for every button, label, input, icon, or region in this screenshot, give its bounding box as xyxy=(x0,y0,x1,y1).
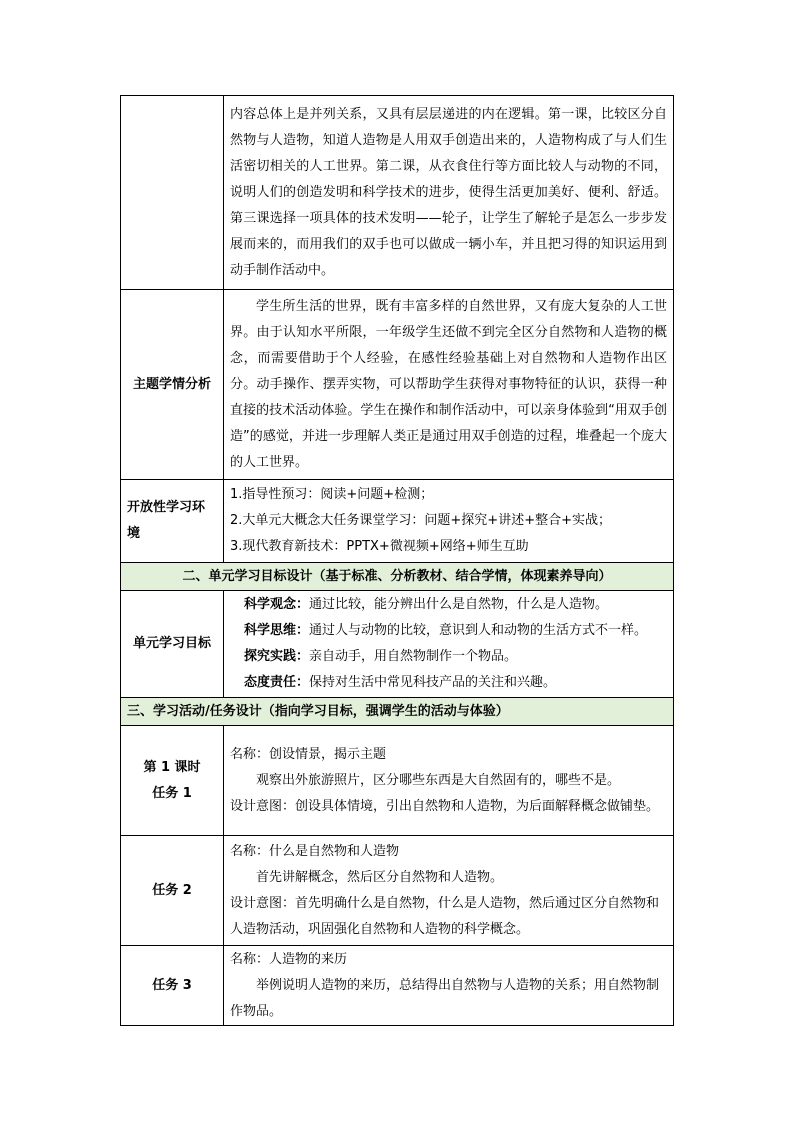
task-label xyxy=(121,726,224,836)
goal-key: 探究实践： xyxy=(244,649,310,664)
goal-text: 通过人与动物的比较，意识到人和动物的生活方式不一样。 xyxy=(309,623,648,638)
task-content xyxy=(224,946,674,1026)
task-number: 任务 3 xyxy=(152,977,192,993)
task-number: 任务 2 xyxy=(152,882,192,898)
task-row xyxy=(121,946,674,1026)
environment-list xyxy=(224,480,674,563)
task-intent: 设计意图：创设具体情境，引出自然物和人造物，为后面解释概念做铺垫。 xyxy=(230,798,660,814)
task-label xyxy=(121,836,224,946)
goal-item xyxy=(230,592,667,618)
task-content xyxy=(224,836,674,946)
goal-key: 科学观念： xyxy=(244,597,310,612)
goal-text: 亲自动手，用自然物制作一个物品。 xyxy=(309,649,518,664)
goal-item xyxy=(230,644,667,670)
task-row xyxy=(121,836,674,946)
section3-row xyxy=(121,698,674,726)
section3-title: 三、学习活动/任务设计（指向学习目标，强调学生的活动与体验） xyxy=(121,698,674,726)
goal-key: 科学思维： xyxy=(244,623,310,638)
content-overview-text: 内容总体上是并列关系，又具有层层递进的内在逻辑。第一课，比较区分自然物与人造物，知道人造物是人用双手创造出来的，人造物构成了与人们生活密切相关的人工世界。第二课，从衣食住行等方面比较人与动物的不同，说明人们的创造发明和科学技术的进步，使得生活更加美好、便利、舒适。第三课选择一项具体的技术发明——轮子，让学生了解轮子是怎么一步步发展而来的，而用我们的双手也可以做成一辆小车，并且把习得的知识运用到动手制作活动中。 xyxy=(224,96,674,290)
goals-label: 单元学习目标 xyxy=(121,591,224,698)
environment-item: 3.现代教育新技术：PPTX+微视频+网络+师生互助 xyxy=(230,539,529,554)
section2-row xyxy=(121,563,674,591)
lesson-number: 第 1 课时 xyxy=(143,759,201,775)
task-name: 名称：什么是自然物和人造物 xyxy=(230,843,400,859)
goal-text: 通过比较，能分辨出什么是自然物，什么是人造物。 xyxy=(309,597,609,612)
task-content xyxy=(224,726,674,836)
learner-analysis-row xyxy=(121,290,674,480)
lesson-plan-table xyxy=(120,95,674,1026)
learner-analysis-text: 学生所生活的世界，既有丰富多样的自然世界，又有庞大复杂的人工世界。由于认知水平所限，一年级学生还做不到完全区分自然物和人造物的概念，而需要借助于个人经验，在感性经验基础上对自然物和人造物作出区分。动手操作、摆弄实物，可以帮助学生获得对事物特征的认识，获得一种直接的技术活动体验。学生在操作和制作活动中，可以亲身体验到“用双手创造”的感觉，并进一步理解人类正是通过用双手创造的过程，堆叠起一个庞大的人工世界。 xyxy=(224,290,674,480)
task-body: 举例说明人造物的来历，总结得出自然物与人造物的关系；用自然物制作物品。 xyxy=(230,977,660,1019)
goal-text: 保持对生活中常见科技产品的关注和兴趣。 xyxy=(309,675,557,690)
task-name: 名称：创设情景，揭示主题 xyxy=(230,746,387,762)
environment-item: 1.指导性预习：阅读+问题+检测； xyxy=(230,487,434,502)
task-body: 首先讲解概念，然后区分自然物和人造物。 xyxy=(256,869,504,885)
task-number: 任务 1 xyxy=(152,785,192,801)
goal-item xyxy=(230,670,667,696)
learner-analysis-label: 主题学情分析 xyxy=(121,290,224,480)
section2-title: 二、单元学习目标设计（基于标准、分析教材、结合学情，体现素养导向） xyxy=(121,563,674,591)
task-label xyxy=(121,946,224,1026)
task-body: 观察出外旅游照片，区分哪些东西是大自然固有的，哪些不是。 xyxy=(256,772,621,788)
content-overview-row xyxy=(121,96,674,290)
environment-label: 开放性学习环境 xyxy=(121,480,224,563)
environment-row xyxy=(121,480,674,563)
goals-list xyxy=(224,591,674,698)
content-overview-label-cell xyxy=(121,96,224,290)
task-name: 名称：人造物的来历 xyxy=(230,951,348,967)
goals-row xyxy=(121,591,674,698)
task-row xyxy=(121,726,674,836)
goal-item xyxy=(230,618,667,644)
task-intent: 设计意图：首先明确什么是自然物，什么是人造物，然后通过区分自然物和人造物活动，巩固强化自然物和人造物的科学概念。 xyxy=(230,895,660,937)
environment-item: 2.大单元大概念大任务课堂学习：问题+探究+讲述+整合+实战； xyxy=(230,513,611,528)
goal-key: 态度责任： xyxy=(244,675,310,690)
